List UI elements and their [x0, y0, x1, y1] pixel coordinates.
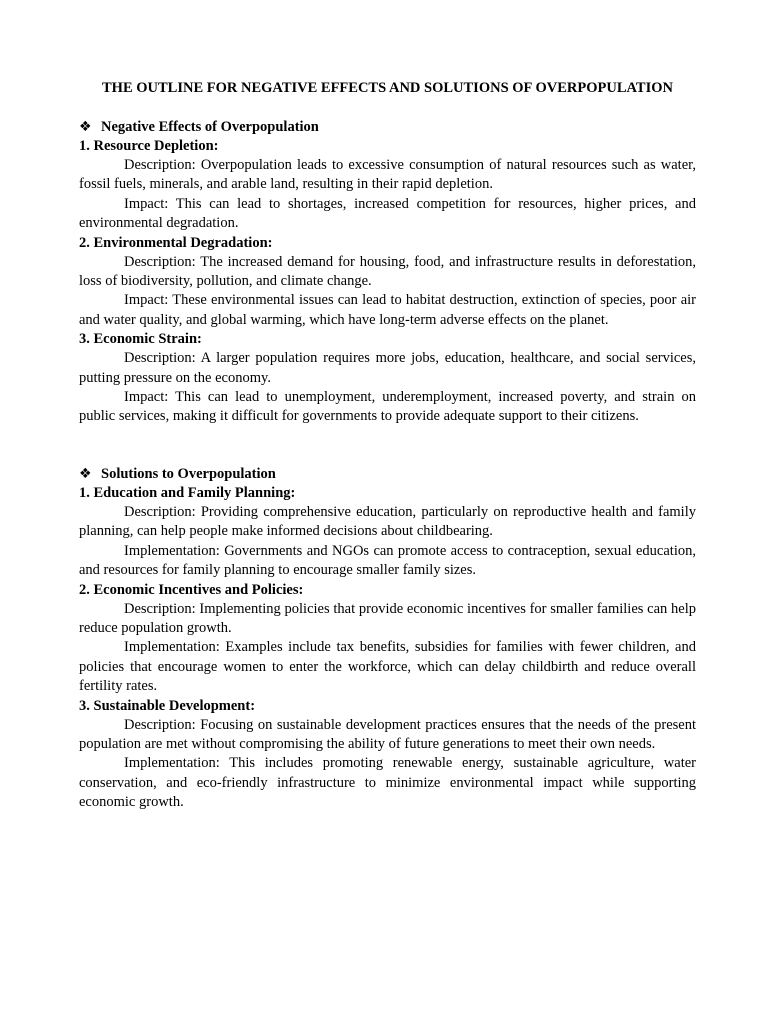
item-impact: Impact: This can lead to shortages, increased competition for resources, higher prices, and environmental degradation.	[79, 195, 696, 232]
item-environmental-degradation	[79, 234, 696, 331]
section-solutions	[79, 465, 696, 813]
diamond-bullet-icon: ❖	[79, 466, 92, 482]
document-title: THE OUTLINE FOR NEGATIVE EFFECTS AND SOLUTIONS OF OVERPOPULATION	[102, 80, 673, 96]
section-heading	[79, 118, 696, 137]
item-implementation: Implementation: This includes promoting renewable energy, sustainable agriculture, water conservation, and eco-friendly infrastructure to minimize environmental impact while supporting economic growth.	[79, 755, 696, 811]
item-economic-strain	[79, 330, 696, 427]
item-heading: 3. Sustainable Development:	[79, 697, 256, 714]
item-description: Description: Overpopulation leads to excessive consumption of natural resources such as water, fossil fuels, minerals, and arable land, resulting in their rapid depletion.	[79, 157, 696, 193]
item-heading: 2. Environmental Degradation:	[79, 234, 273, 251]
item-impact: Impact: This can lead to unemployment, underemployment, increased poverty, and strain on public services, making it difficult for governments to provide adequate support to their citizens.	[79, 389, 696, 425]
item-description: Description: The increased demand for housing, food, and infrastructure results in deforestation, loss of biodiversity, pollution, and climate change.	[79, 253, 696, 290]
item-sustainable-development	[79, 697, 696, 813]
item-impact: Impact: These environmental issues can lead to habitat destruction, extinction of species, poor air and water quality, and global warming, which have long-term adverse effects on the planet.	[79, 292, 696, 328]
item-description: Description: Implementing policies that provide economic incentives for smaller families can help reduce population growth.	[79, 600, 696, 637]
section-heading-text: Solutions to Overpopulation	[101, 466, 276, 482]
item-economic-incentives	[79, 581, 696, 697]
item-heading: 1. Resource Depletion:	[79, 138, 219, 154]
section-heading-text: Negative Effects of Overpopulation	[101, 119, 319, 135]
section-negative-effects	[79, 118, 696, 427]
diamond-bullet-icon: ❖	[79, 119, 92, 135]
item-description: Description: Providing comprehensive education, particularly on reproductive health and family planning, can help people make informed decisions about childbearing.	[79, 504, 696, 540]
item-heading: 3. Economic Strain:	[79, 331, 202, 348]
item-heading: 2. Economic Incentives and Policies:	[79, 581, 304, 598]
item-implementation: Implementation: Examples include tax benefits, subsidies for families with fewer children, and policies that encourage women to enter the workforce, which can delay childbirth and reduce overall fertility rates.	[79, 639, 696, 695]
item-implementation: Implementation: Governments and NGOs can promote access to contraception, sexual education, and resources for family planning to encourage smaller family sizes.	[79, 542, 696, 579]
item-description: Description: A larger population requires more jobs, education, healthcare, and social services, putting pressure on the economy.	[79, 350, 696, 386]
section-heading	[79, 465, 696, 484]
item-education-family-planning	[79, 484, 696, 581]
item-resource-depletion	[79, 137, 696, 234]
item-heading: 1. Education and Family Planning:	[79, 485, 296, 501]
item-description: Description: Focusing on sustainable development practices ensures that the needs of the present population are met without compromising the ability of future generations to meet their own needs.	[79, 716, 696, 753]
